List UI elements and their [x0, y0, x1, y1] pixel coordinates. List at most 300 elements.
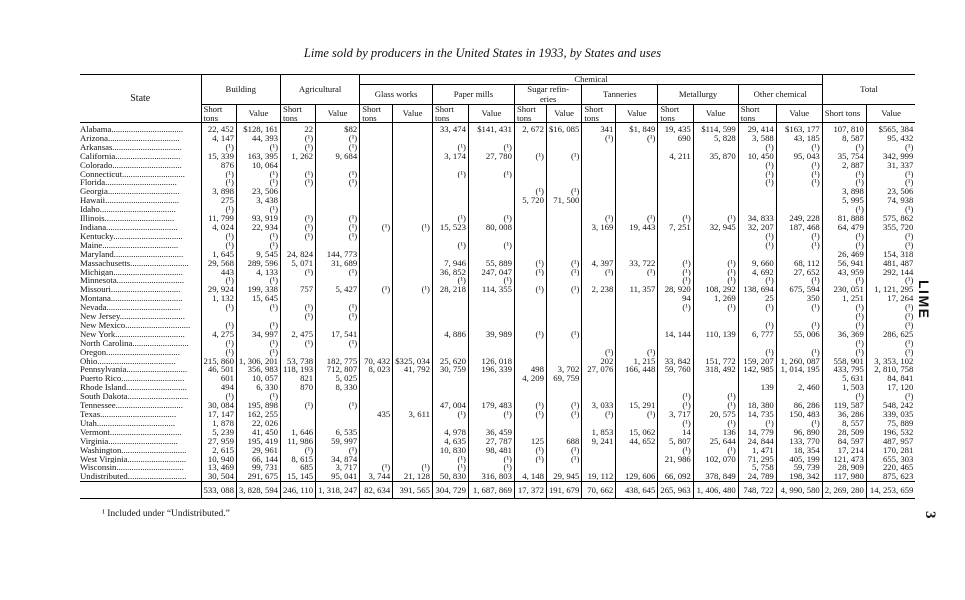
table-cell: 44, 393	[236, 134, 280, 143]
table-cell: 3, 898	[822, 187, 866, 196]
table-cell: 14, 144	[658, 330, 693, 339]
table-row	[80, 259, 915, 268]
short-tons-header: Short tons	[658, 105, 693, 123]
table-cell: 215, 860	[201, 357, 236, 366]
table-cell: 19, 435	[658, 123, 693, 134]
table-cell	[616, 446, 658, 455]
table-cell: 66, 144	[236, 455, 280, 464]
table-cell: (¹)	[281, 401, 316, 410]
table-cell: 4, 209	[514, 374, 546, 383]
table-cell: 2, 672	[514, 123, 546, 134]
table-cell: 355, 720	[866, 223, 915, 232]
table-cell: 53, 738	[281, 357, 316, 366]
table-cell	[316, 321, 360, 330]
table-cell: (¹)	[658, 214, 693, 223]
table-cell	[582, 196, 616, 205]
table-cell	[514, 223, 546, 232]
table-cell	[281, 187, 316, 196]
table-cell: (¹)	[546, 259, 581, 268]
table-cell	[432, 419, 468, 428]
table-cell	[468, 196, 514, 205]
table-cell: 118, 193	[281, 365, 316, 374]
table-cell	[582, 392, 616, 401]
table-cell	[468, 187, 514, 196]
table-cell: 3, 744	[360, 472, 393, 481]
table-cell: 28, 920	[658, 285, 693, 294]
table-cell	[514, 348, 546, 357]
table-cell: 150, 483	[776, 410, 822, 419]
table-cell: 4, 148	[514, 472, 546, 481]
table-cell: 59, 760	[658, 365, 693, 374]
table-cell	[546, 170, 581, 179]
table-cell	[281, 294, 316, 303]
state-name: New York................................	[80, 329, 185, 339]
table-cell: (¹)	[281, 232, 316, 241]
table-cell: (¹)	[360, 463, 393, 472]
table-cell: (¹)	[281, 446, 316, 455]
table-cell	[693, 321, 738, 330]
table-cell: 17, 264	[866, 294, 915, 303]
table-cell: (¹)	[281, 339, 316, 348]
table-cell	[693, 383, 738, 392]
table-cell: 32, 945	[693, 223, 738, 232]
state-name: Wisconsin...............................	[80, 463, 184, 473]
state-name: Kentucky................................	[80, 231, 183, 241]
table-cell	[281, 321, 316, 330]
table-cell: $163, 177	[776, 123, 822, 134]
state-name: Tennessee...............................	[80, 401, 183, 410]
table-cell: 11, 799	[201, 214, 236, 223]
table-cell: (¹)	[822, 348, 866, 357]
table-cell	[393, 187, 433, 196]
table-cell: 30, 084	[201, 401, 236, 410]
group-header-other-chemical: Other chemical	[738, 85, 822, 105]
table-cell: (¹)	[776, 241, 822, 250]
table-cell: 3, 898	[201, 187, 236, 196]
table-cell: (¹)	[738, 419, 776, 428]
table-cell: 24, 844	[738, 437, 776, 446]
table-cell: 84, 841	[866, 374, 915, 383]
table-cell: (¹)	[866, 170, 915, 179]
table-cell	[236, 312, 280, 321]
state-name: North Carolina..........................	[80, 338, 189, 348]
table-cell	[693, 241, 738, 250]
table-cell	[360, 455, 393, 464]
table-cell: (¹)	[514, 268, 546, 277]
table-cell	[776, 250, 822, 259]
table-cell	[393, 161, 433, 170]
table-cell	[468, 392, 514, 401]
table-cell: 10, 450	[738, 152, 776, 161]
table-cell	[546, 250, 581, 259]
table-cell: 1, 262	[281, 152, 316, 161]
table-cell: (¹)	[693, 419, 738, 428]
table-cell: 28, 218	[432, 285, 468, 294]
table-cell: (¹)	[776, 419, 822, 428]
table-cell: (¹)	[658, 276, 693, 285]
table-cell: 14, 779	[738, 428, 776, 437]
table-cell: 220, 465	[866, 463, 915, 472]
table-cell: 27, 787	[468, 437, 514, 446]
state-name: South Dakota............................	[80, 392, 189, 402]
table-cell: 195, 898	[236, 401, 280, 410]
table-cell	[546, 321, 581, 330]
table-cell: (¹)	[468, 170, 514, 179]
table-cell: 3, 611	[393, 410, 433, 419]
table-cell: 31, 689	[316, 259, 360, 268]
table-cell: 34, 874	[316, 455, 360, 464]
table-cell: 15, 145	[281, 472, 316, 481]
table-cell	[693, 463, 738, 472]
table-cell	[360, 428, 393, 437]
table-cell: 81, 888	[822, 214, 866, 223]
table-cell: (¹)	[738, 321, 776, 330]
table-cell: 59, 997	[316, 437, 360, 446]
table-cell	[514, 321, 546, 330]
table-cell: 15, 645	[236, 294, 280, 303]
table-cell	[316, 419, 360, 428]
table-cell: 41, 450	[236, 428, 280, 437]
table-cell: 33, 474	[432, 123, 468, 134]
table-cell: 10, 940	[201, 455, 236, 464]
table-cell: 3, 033	[582, 401, 616, 410]
table-row	[80, 365, 915, 374]
table-cell	[393, 152, 433, 161]
table-cell: (¹)	[432, 170, 468, 179]
table-cell: 196, 339	[468, 365, 514, 374]
table-cell: 20, 575	[693, 410, 738, 419]
table-cell: 5, 758	[738, 463, 776, 472]
table-cell: 19, 443	[616, 223, 658, 232]
table-cell	[546, 134, 581, 143]
table-cell	[468, 303, 514, 312]
table-cell: 5, 427	[316, 285, 360, 294]
table-row	[80, 339, 915, 348]
table-cell: 114, 355	[468, 285, 514, 294]
table-cell	[432, 134, 468, 143]
table-cell	[468, 419, 514, 428]
table-cell	[360, 170, 393, 179]
table-cell	[393, 134, 433, 143]
table-cell	[514, 161, 546, 170]
short-tons-header: Short tons	[201, 105, 236, 123]
table-cell	[582, 241, 616, 250]
table-cell: (¹)	[201, 348, 236, 357]
table-row	[80, 268, 915, 277]
table-cell: (¹)	[468, 276, 514, 285]
table-cell: (¹)	[866, 339, 915, 348]
table-cell	[468, 161, 514, 170]
table-cell	[693, 187, 738, 196]
table-cell: 202	[582, 357, 616, 366]
table-cell	[546, 383, 581, 392]
table-cell: 870	[281, 383, 316, 392]
table-cell: 94	[658, 294, 693, 303]
table-cell: 3, 438	[236, 196, 280, 205]
table-cell: 22, 452	[201, 123, 236, 134]
table-cell: 125	[514, 437, 546, 446]
table-cell	[582, 232, 616, 241]
group-header-sugar-refineries: Sugar refin- eries	[514, 85, 581, 105]
state-name: Texas...................................	[80, 410, 177, 419]
table-cell: 31, 337	[866, 161, 915, 170]
total-cell: 265, 963	[658, 482, 693, 499]
table-cell	[693, 143, 738, 152]
table-cell	[776, 339, 822, 348]
table-cell: 249, 228	[776, 214, 822, 223]
table-cell	[468, 374, 514, 383]
table-cell	[468, 321, 514, 330]
state-name: Michigan................................	[80, 267, 183, 277]
table-cell	[546, 392, 581, 401]
table-cell: 25	[738, 294, 776, 303]
table-cell	[360, 241, 393, 250]
table-cell: 126, 018	[468, 357, 514, 366]
table-cell: (¹)	[866, 143, 915, 152]
table-cell	[776, 196, 822, 205]
table-cell	[546, 276, 581, 285]
table-cell	[658, 205, 693, 214]
table-cell: (¹)	[546, 401, 581, 410]
table-cell: 4, 978	[432, 428, 468, 437]
table-cell: 498	[514, 365, 546, 374]
value-header: Value	[776, 105, 822, 123]
table-cell	[360, 205, 393, 214]
table-cell	[432, 348, 468, 357]
table-cell: (¹)	[738, 241, 776, 250]
table-row	[80, 276, 915, 285]
table-cell: (¹)	[866, 321, 915, 330]
state-name: Maine...................................	[80, 240, 179, 250]
table-cell	[658, 143, 693, 152]
table-cell	[432, 178, 468, 187]
table-cell	[393, 196, 433, 205]
table-cell: 5, 995	[822, 196, 866, 205]
table-cell: 8, 330	[316, 383, 360, 392]
table-cell: 162, 255	[236, 410, 280, 419]
table-cell: 71, 295	[738, 455, 776, 464]
table-cell: 27, 959	[201, 437, 236, 446]
state-name: Oregon..................................	[80, 347, 180, 357]
table-cell: (¹)	[316, 170, 360, 179]
table-cell: 3, 169	[582, 223, 616, 232]
table-cell: (¹)	[693, 259, 738, 268]
table-cell: 19, 112	[582, 472, 616, 481]
total-cell: 2, 269, 280	[822, 482, 866, 499]
state-header: State	[80, 75, 201, 123]
table-cell	[432, 294, 468, 303]
table-cell	[360, 437, 393, 446]
table-cell	[582, 294, 616, 303]
table-cell: (¹)	[201, 303, 236, 312]
table-cell	[582, 276, 616, 285]
table-cell: (¹)	[658, 268, 693, 277]
state-name: Missouri................................	[80, 285, 181, 295]
table-cell: $114, 599	[693, 123, 738, 134]
group-header-agricultural: Agricultural	[281, 75, 360, 105]
table-cell: 1, 269	[693, 294, 738, 303]
table-cell: 1, 645	[201, 250, 236, 259]
table-cell: 2, 615	[201, 446, 236, 455]
table-cell: (¹)	[866, 348, 915, 357]
table-cell: 9, 684	[316, 152, 360, 161]
table-row	[80, 232, 915, 241]
table-cell: (¹)	[822, 339, 866, 348]
table-cell: (¹)	[281, 268, 316, 277]
table-cell: (¹)	[432, 276, 468, 285]
table-cell: (¹)	[546, 285, 581, 294]
table-cell: 435	[360, 410, 393, 419]
table-cell: 318, 492	[693, 365, 738, 374]
lime-sales-table	[80, 74, 915, 499]
table-cell: (¹)	[693, 268, 738, 277]
table-cell	[738, 339, 776, 348]
table-cell: 8, 557	[822, 419, 866, 428]
table-cell: 151, 772	[693, 357, 738, 366]
table-cell	[514, 276, 546, 285]
state-name: Colorado................................	[80, 160, 182, 170]
table-cell	[546, 303, 581, 312]
table-cell	[360, 446, 393, 455]
table-cell: 71, 500	[546, 196, 581, 205]
table-cell	[514, 463, 546, 472]
table-cell: (¹)	[866, 205, 915, 214]
state-name: Hawaii..................................	[80, 196, 179, 206]
table-cell: (¹)	[693, 303, 738, 312]
table-cell	[616, 187, 658, 196]
state-name: Florida.................................	[80, 178, 177, 188]
table-cell	[432, 232, 468, 241]
table-cell	[393, 276, 433, 285]
table-cell: (¹)	[281, 214, 316, 223]
table-cell	[360, 178, 393, 187]
total-cell: 1, 318, 247	[316, 482, 360, 499]
table-cell: (¹)	[776, 276, 822, 285]
table-cell: 341	[582, 123, 616, 134]
table-cell: (¹)	[822, 205, 866, 214]
table-cell	[616, 196, 658, 205]
table-cell: 688	[546, 437, 581, 446]
table-cell: (¹)	[201, 276, 236, 285]
table-cell: (¹)	[236, 178, 280, 187]
table-cell: (¹)	[546, 330, 581, 339]
table-cell: (¹)	[738, 348, 776, 357]
table-cell: (¹)	[693, 446, 738, 455]
table-cell: (¹)	[693, 392, 738, 401]
table-cell	[546, 339, 581, 348]
table-cell: (¹)	[316, 214, 360, 223]
table-cell	[393, 401, 433, 410]
table-cell	[582, 187, 616, 196]
value-header: Value	[393, 105, 433, 123]
table-cell	[360, 339, 393, 348]
table-cell	[514, 178, 546, 187]
state-name: Montana.................................	[80, 294, 183, 304]
table-cell	[514, 303, 546, 312]
table-cell: 170, 281	[866, 446, 915, 455]
state-name: Washington..............................	[80, 445, 187, 455]
table-cell: 84, 597	[822, 437, 866, 446]
table-cell	[468, 232, 514, 241]
table-cell: (¹)	[776, 348, 822, 357]
table-cell	[616, 170, 658, 179]
table-cell: (¹)	[738, 232, 776, 241]
table-cell: 1, 471	[738, 446, 776, 455]
table-cell: 46, 501	[201, 365, 236, 374]
table-cell: (¹)	[514, 401, 546, 410]
table-cell	[738, 312, 776, 321]
table-cell	[432, 205, 468, 214]
table-cell: (¹)	[281, 312, 316, 321]
table-cell	[316, 161, 360, 170]
table-cell: 102, 070	[693, 455, 738, 464]
table-cell: 2, 475	[281, 330, 316, 339]
table-row	[80, 330, 915, 339]
table-cell: (¹)	[432, 241, 468, 250]
table-cell: 68, 112	[776, 259, 822, 268]
table-cell	[393, 348, 433, 357]
short-tons-header: Short tons	[582, 105, 616, 123]
table-cell	[616, 455, 658, 464]
table-row	[80, 241, 915, 250]
table-cell: 690	[658, 134, 693, 143]
table-cell	[393, 250, 433, 259]
table-row	[80, 285, 915, 294]
table-cell: 286, 625	[866, 330, 915, 339]
table-cell: 14	[658, 428, 693, 437]
table-cell: 95, 041	[316, 472, 360, 481]
table-cell	[658, 241, 693, 250]
table-row	[80, 123, 915, 134]
table-cell: 575, 862	[866, 214, 915, 223]
table-cell: (¹)	[432, 463, 468, 472]
table-cell: 15, 291	[616, 401, 658, 410]
table-cell	[616, 419, 658, 428]
table-cell	[360, 187, 393, 196]
table-row	[80, 223, 915, 232]
table-cell	[693, 161, 738, 170]
table-cell: 5, 025	[316, 374, 360, 383]
table-cell: 18, 380	[738, 401, 776, 410]
state-name: Rhode Island............................	[80, 383, 187, 393]
table-cell	[360, 134, 393, 143]
table-cell: 4, 024	[201, 223, 236, 232]
table-cell	[393, 214, 433, 223]
table-row	[80, 472, 915, 481]
table-cell: 4, 133	[236, 268, 280, 277]
table-cell	[582, 446, 616, 455]
table-cell	[514, 214, 546, 223]
table-cell: 4, 211	[658, 152, 693, 161]
table-cell	[360, 321, 393, 330]
table-cell: (¹)	[201, 205, 236, 214]
table-cell: 133, 770	[776, 437, 822, 446]
table-cell	[658, 161, 693, 170]
table-cell	[316, 241, 360, 250]
table-cell: 4, 635	[432, 437, 468, 446]
table-cell: (¹)	[236, 348, 280, 357]
table-cell	[360, 276, 393, 285]
table-cell: 35, 870	[693, 152, 738, 161]
table-cell	[360, 152, 393, 161]
table-cell: 41, 792	[393, 365, 433, 374]
table-cell: (¹)	[582, 134, 616, 143]
table-cell: 275	[201, 196, 236, 205]
table-cell: (¹)	[738, 161, 776, 170]
total-cell: 4, 990, 580	[776, 482, 822, 499]
table-cell	[582, 152, 616, 161]
table-cell: 1, 132	[201, 294, 236, 303]
